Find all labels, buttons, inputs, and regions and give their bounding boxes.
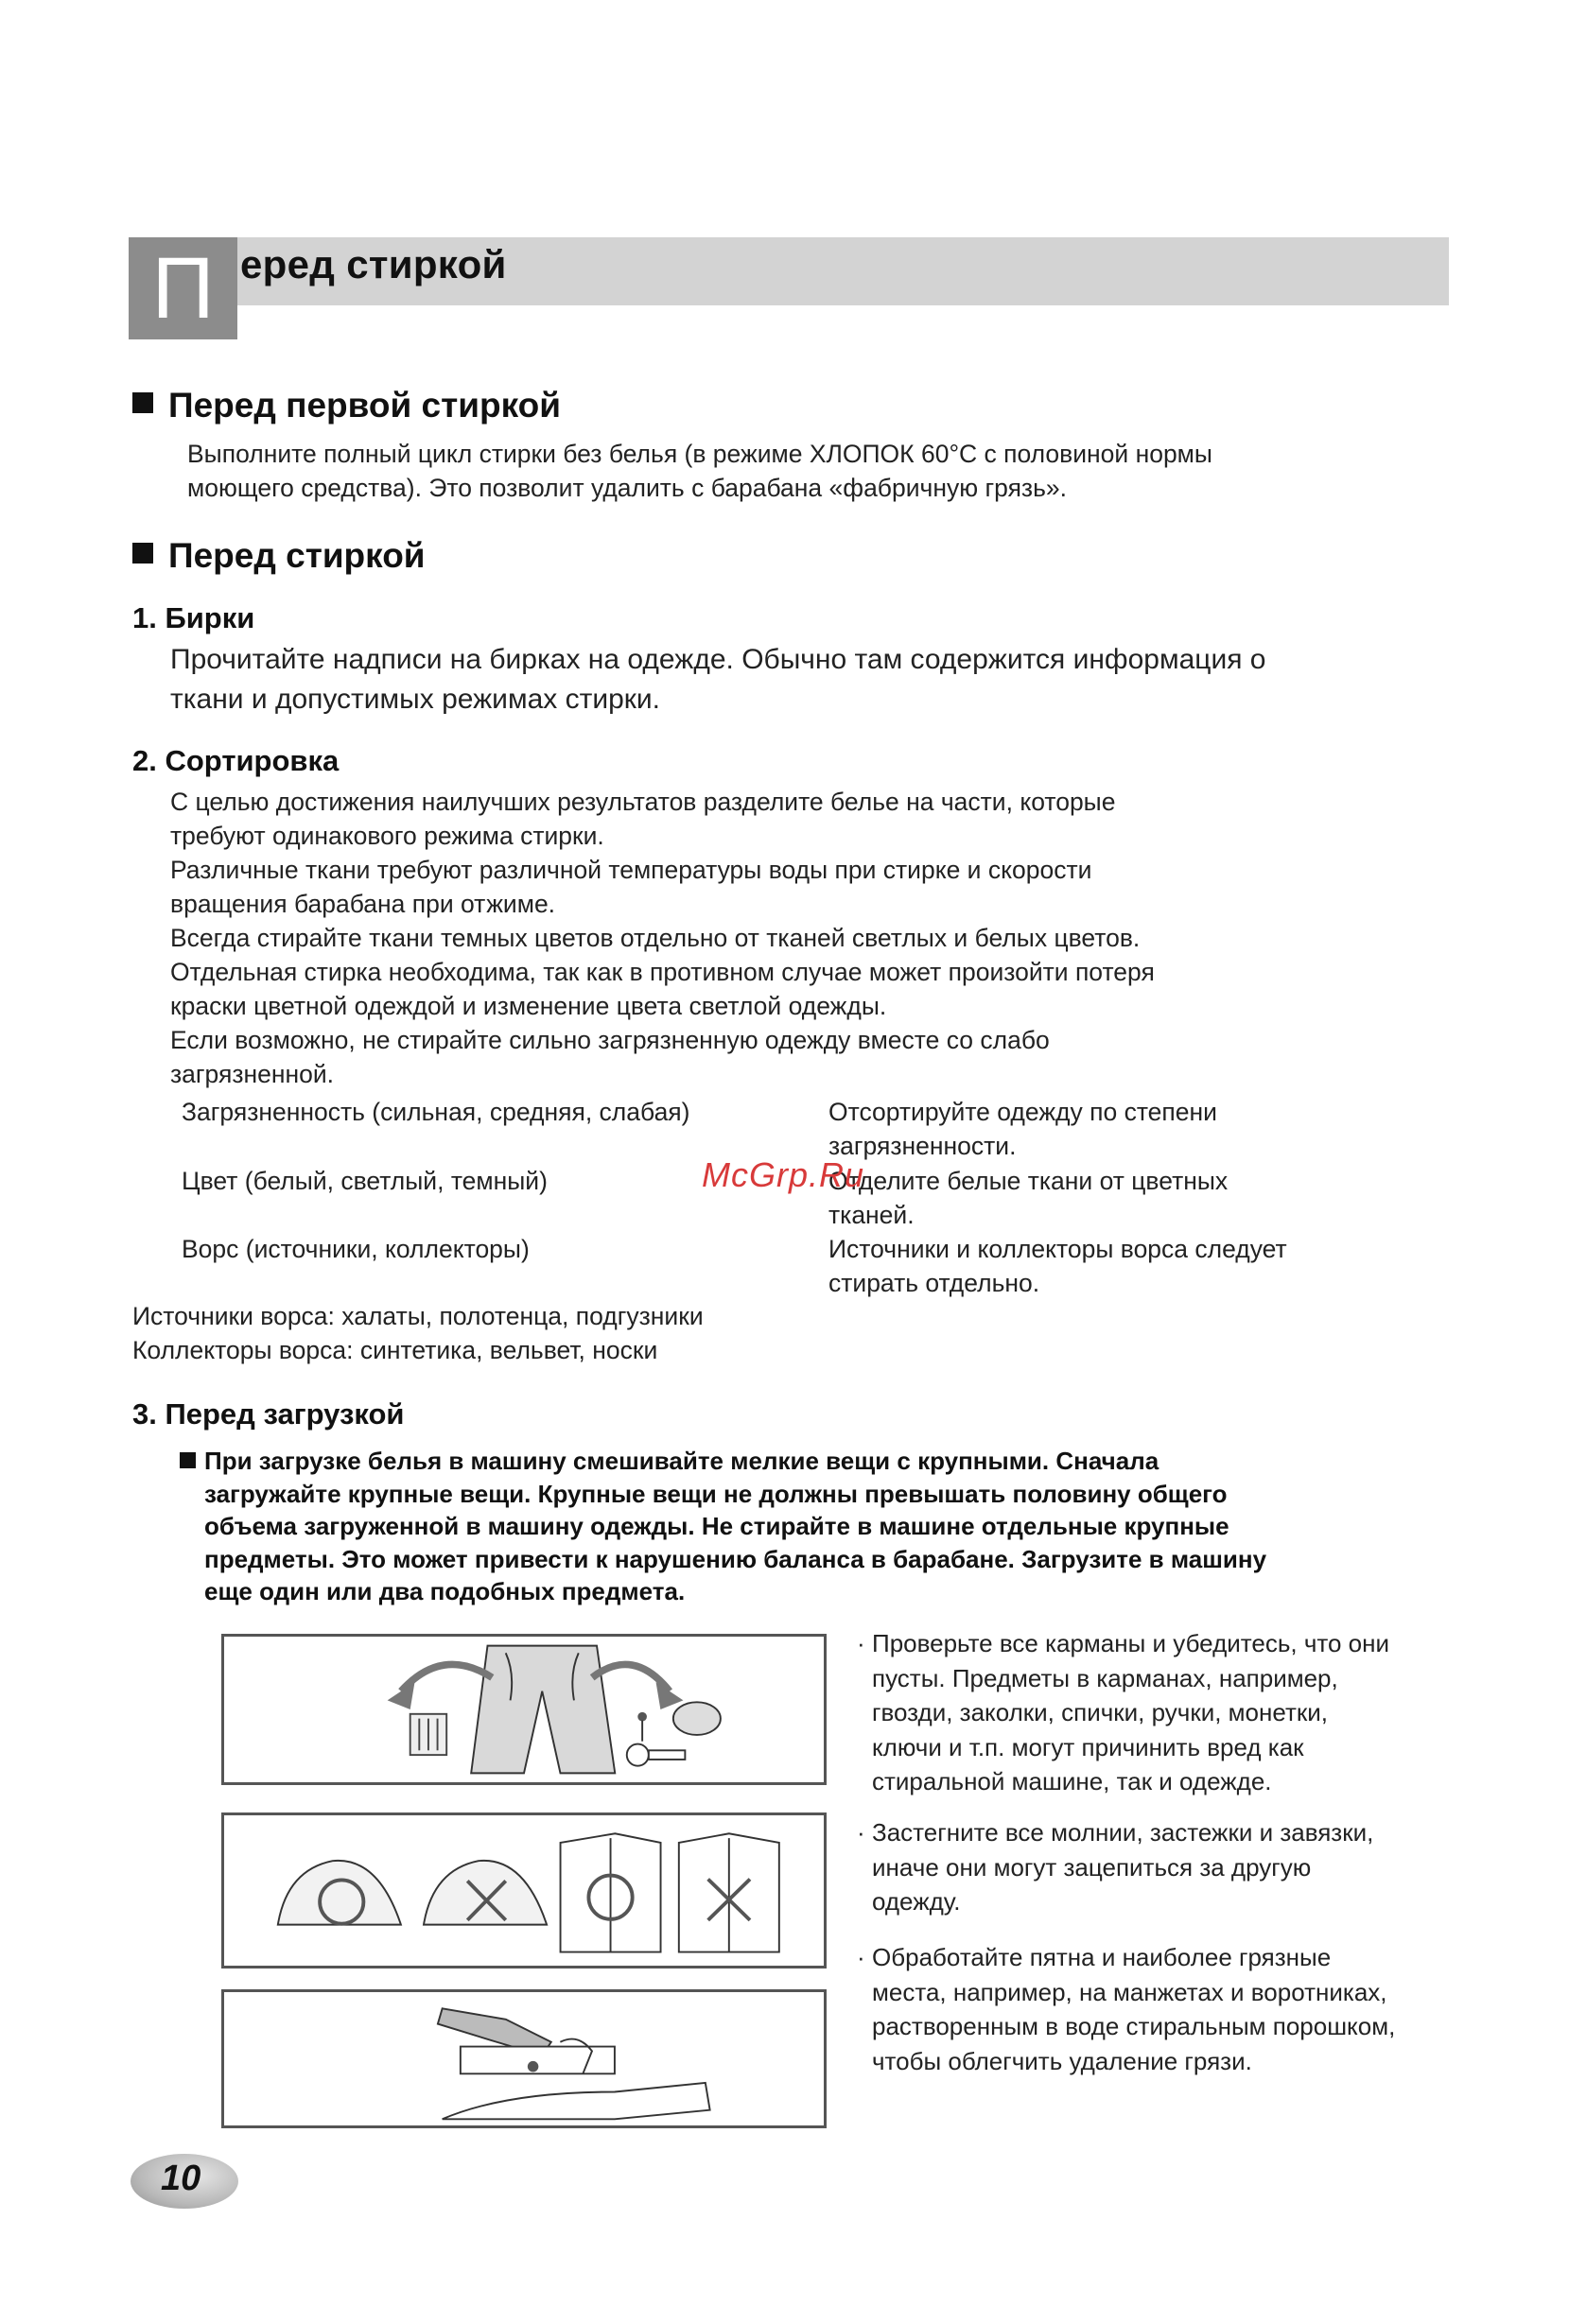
square-bullet-icon	[180, 1452, 196, 1468]
loading-note	[180, 1445, 1400, 1608]
subsection-title-sorting: 2. Сортировка	[132, 744, 340, 777]
text-line: Отсортируйте одежду по степени	[828, 1098, 1217, 1126]
text-line: стиральной машине, так и одежде.	[872, 1767, 1272, 1795]
square-bullet-icon	[132, 543, 153, 564]
sorting-table-criterion: Цвет (белый, светлый, темный)	[182, 1167, 548, 1195]
subsection-title-loading: 3. Перед загрузкой	[132, 1397, 405, 1431]
watermark: McGrp.Ru	[702, 1155, 865, 1194]
section-heading-before-wash	[132, 536, 426, 576]
page-title: еред стиркой	[240, 242, 507, 286]
section-heading-text: Перед стиркой	[168, 536, 426, 575]
text-line: ткани и допустимых режимах стирки.	[170, 684, 660, 715]
text-line: Прочитайте надписи на бирках на одежде. Обычно там содержится информация о	[170, 644, 1266, 675]
text-line: загрязненной.	[170, 1060, 335, 1088]
text-line: загрязненности.	[828, 1132, 1017, 1160]
text-line: Всегда стирайте ткани темных цветов отдельно от тканей светлых и белых цветов.	[170, 924, 1141, 952]
bullet-dot-icon: ·	[857, 1629, 865, 1657]
text-line: Отдельная стирка необходима, так как в противном случае может произойти потеря	[170, 958, 1155, 986]
text-line: С целью достижения наилучших результатов разделите белье на части, которые	[170, 788, 1116, 816]
bullet-dot-icon: ·	[857, 1818, 865, 1847]
illustration-treat-stains	[221, 1989, 827, 2128]
bullet-fasten-zips	[857, 1815, 1443, 1919]
section-heading-text: Перед первой стиркой	[168, 386, 561, 425]
labels-paragraph	[170, 640, 1419, 720]
stain-treatment-icon	[224, 1992, 824, 2125]
text-line: ключи и т.п. могут причинить вред как	[872, 1732, 1304, 1761]
first-wash-paragraph	[187, 437, 1417, 505]
text-line: Коллекторы ворса: синтетика, вельвет, носки	[132, 1336, 658, 1364]
text-line: Выполните полный цикл стирки без белья (в режиме ХЛОПОК 60°C с половиной нормы	[187, 440, 1212, 468]
text-line: Отделите белые ткани от цветных	[828, 1167, 1229, 1195]
header-initial-letter: П	[151, 240, 215, 337]
text-line: загружайте крупные вещи. Крупные вещи не должны превышать половину общего	[204, 1479, 1228, 1508]
trousers-pockets-icon	[224, 1637, 824, 1782]
text-line: стирать отдельно.	[828, 1269, 1040, 1297]
text-line: моющего средства). Это позволит удалить с барабана «фабричную грязь».	[187, 474, 1067, 502]
text-line: места, например, на манжетах и воротниках,	[872, 1977, 1387, 2006]
text-line: Источники и коллекторы ворса следует	[828, 1235, 1287, 1263]
text-line: одежду.	[872, 1887, 961, 1916]
sorting-table-advice	[828, 1232, 1434, 1300]
fastened-clothes-icon	[224, 1815, 824, 1966]
sorting-table-criterion: Загрязненность (сильная, средняя, слабая)	[182, 1098, 690, 1126]
square-bullet-icon	[132, 392, 153, 413]
text-line: Различные ткани требуют различной температуры воды при стирке и скорости	[170, 856, 1092, 884]
sorting-table-criterion: Ворс (источники, коллекторы)	[182, 1235, 530, 1263]
sorting-table-advice	[828, 1095, 1434, 1163]
text-line: растворенным в воде стиральным порошком,	[872, 2012, 1396, 2040]
text-line: краски цветной одеждой и изменение цвета светлой одежды.	[170, 992, 887, 1020]
text-line: еще один или два подобных предмета.	[204, 1577, 686, 1605]
text-line: гвозди, заколки, спички, ручки, монетки,	[872, 1698, 1328, 1726]
illustration-fasten-zips	[221, 1812, 827, 1968]
text-line: При загрузке белья в машину смешивайте мелкие вещи с крупными. Сначала	[204, 1447, 1159, 1475]
text-line: чтобы облегчить удаление грязи.	[872, 2046, 1252, 2075]
text-line: пусты. Предметы в карманах, например,	[872, 1663, 1338, 1692]
text-line: Проверьте все карманы и убедитесь, что они	[872, 1629, 1390, 1657]
sorting-table-advice	[828, 1164, 1434, 1232]
text-line: Источники ворса: халаты, полотенца, подгузники	[132, 1302, 704, 1330]
text-line: объема загруженной в машину одежды. Не стирайте в машине отдельные крупные	[204, 1512, 1229, 1540]
text-line: Если возможно, не стирайте сильно загрязненную одежду вместе со слабо	[170, 1026, 1050, 1054]
lint-info	[132, 1299, 1267, 1367]
text-line: Застегните все молнии, застежки и завязки,	[872, 1818, 1374, 1847]
bullet-dot-icon: ·	[857, 1943, 865, 1971]
bullet-check-pockets	[857, 1626, 1443, 1799]
text-line: иначе они могут зацепиться за другую	[872, 1852, 1312, 1882]
page-number: 10	[161, 2159, 201, 2198]
text-line: предметы. Это может привести к нарушению баланса в барабане. Загрузите в машину	[204, 1544, 1267, 1573]
text-line: Обработайте пятна и наиболее грязные	[872, 1943, 1332, 1971]
illustration-empty-pockets	[221, 1634, 827, 1785]
text-line: требуют одинакового режима стирки.	[170, 822, 604, 850]
section-heading-first-wash	[132, 386, 561, 425]
bullet-treat-stains	[857, 1940, 1443, 2078]
text-line: вращения барабана при отжиме.	[170, 890, 556, 918]
text-line: тканей.	[828, 1201, 915, 1229]
sorting-paragraph	[170, 785, 1419, 1091]
subsection-title-labels: 1. Бирки	[132, 601, 255, 634]
